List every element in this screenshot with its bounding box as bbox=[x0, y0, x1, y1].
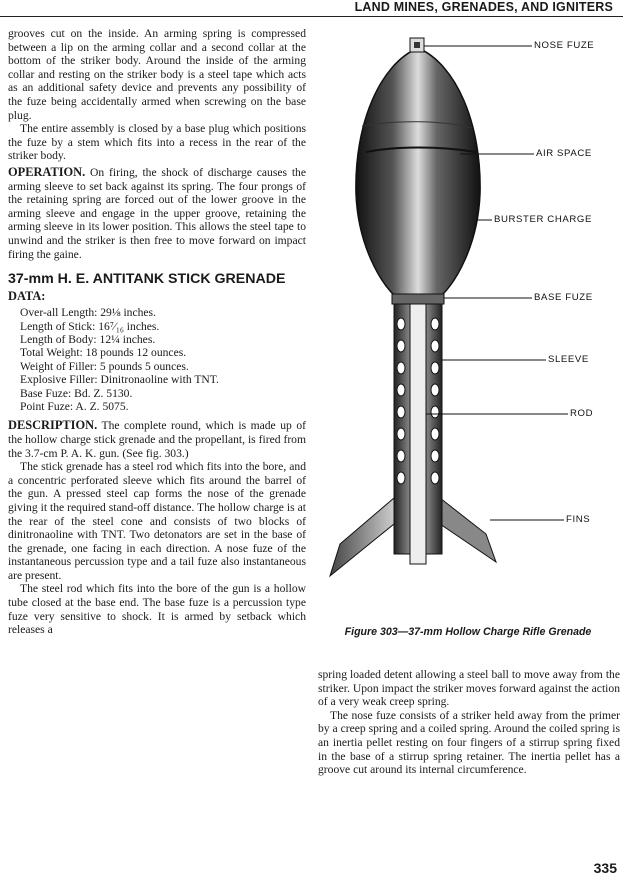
grenade-illustration bbox=[310, 24, 626, 614]
operation-text: On firing, the shock of discharge causes the arming sleeve to set back against its spring. The four prongs of the retaining spring are forced out of the lower groove in the arming sleeve and engage in the upper groove, retaining the arming sleeve in its lower position. This allows the steel tape to unwind and the striker is then free to move forward on impact firing the gaine. bbox=[8, 165, 306, 261]
left-fin bbox=[330, 498, 394, 576]
data-heading: DATA: bbox=[8, 289, 46, 304]
rod-shape bbox=[410, 304, 426, 564]
description-text: The complete round, which is made up of the hollow charge stick grenade and the propellant, is fired from the 3.7-cm P. A. K. gun. (See fig. 303.) bbox=[8, 419, 306, 460]
data-item: Explosive Filler: Dinitronaoline with TNT. bbox=[20, 373, 219, 387]
nose-fuze-paragraph: The nose fuze consists of a striker held away from the primer by a creep spring and a coiled spring. Around the coiled spring is an inertia pellet resting on four fingers of a stirrup spring fixed in the base of a stirrup spring retainer. The inertia pellet has a groove cut around its internal circumference. bbox=[318, 708, 620, 777]
label-burster-charge: BURSTER CHARGE bbox=[494, 214, 592, 225]
right-fin bbox=[440, 498, 496, 562]
operation-lead: OPERATION. bbox=[8, 164, 86, 179]
label-air-space: AIR SPACE bbox=[536, 148, 592, 159]
data-item: Weight of Filler: 5 pounds 5 ounces. bbox=[20, 359, 189, 373]
section-title: 37-mm H. E. ANTITANK STICK GRENADE bbox=[8, 271, 286, 288]
data-item: Total Weight: 18 pounds 12 ounces. bbox=[20, 346, 187, 360]
page-number: 335 bbox=[593, 860, 617, 876]
running-header bbox=[0, 0, 623, 17]
left-column bbox=[8, 27, 306, 637]
data-item: Base Fuze: Bd. Z. 5130. bbox=[20, 386, 133, 400]
description-lead: DESCRIPTION. bbox=[8, 418, 98, 433]
data-list bbox=[8, 306, 306, 413]
grenade-body bbox=[356, 48, 480, 302]
data-item: Length of Stick: 16⁷⁄₁₆ inches. bbox=[20, 319, 160, 333]
base-fuze-shape bbox=[392, 294, 444, 304]
header-title: LAND MINES, GRENADES, AND IGNITERS bbox=[354, 0, 613, 14]
label-rod: ROD bbox=[570, 408, 594, 419]
description-paragraph bbox=[8, 419, 306, 460]
label-base-fuze: BASE FUZE bbox=[534, 292, 593, 303]
intro-paragraph: grooves cut on the inside. An arming spring is compressed between a lip on the arming collar and a second collar at the bottom of the striker body. Around the inside of the arming collar and resting on the striker body is a steel tape which acts as an additional safety device and prevents any possibility of the fuze being accidentally armed when screwing on the base plug. bbox=[8, 27, 306, 122]
stick-paragraph: The stick grenade has a steel rod which fits into the bore, and a concentric perforated sleeve which fits around the barrel of the gun. A pressed steel cap forms the nose of the grenade giving it the required stand-off distance. The hollow charge is at the rear of the steel cone and consists of two blocks of dinitronaoline with TNT. Two detonators are set in the base of the grenade, one facing in each direction. A nose fuze of the instantaneous percussion type and a tail fuze also instantaneous are present. bbox=[8, 460, 306, 582]
right-column bbox=[318, 668, 620, 777]
label-sleeve: SLEEVE bbox=[548, 354, 589, 365]
label-nose-fuze: NOSE FUZE bbox=[534, 40, 595, 51]
data-item: Point Fuze: A. Z. 5075. bbox=[20, 399, 129, 413]
figure-caption: Figure 303—37-mm Hollow Charge Rifle Grenade bbox=[344, 626, 592, 638]
data-item: Length of Body: 12¼ inches. bbox=[20, 332, 156, 346]
data-item: Over-all Length: 29⅛ inches. bbox=[20, 306, 156, 320]
grenade-figure bbox=[310, 24, 626, 614]
operation-paragraph bbox=[8, 166, 306, 261]
label-fins: FINS bbox=[566, 514, 591, 525]
detent-paragraph: spring loaded detent allowing a steel ball to move away from the striker. Upon impact the striker moves forward against the action of a very weak creep spring. bbox=[318, 668, 620, 709]
assembly-paragraph: The entire assembly is closed by a base plug which positions the fuze by a stem which fits into a recess in the rear of the striker body. bbox=[8, 122, 306, 163]
rod-paragraph: The steel rod which fits into the bore of the gun is a hollow tube closed at the base end. The base fuze is a percussion type fuze very sensitive to shock. It is armed by setback which releases a bbox=[8, 582, 306, 637]
